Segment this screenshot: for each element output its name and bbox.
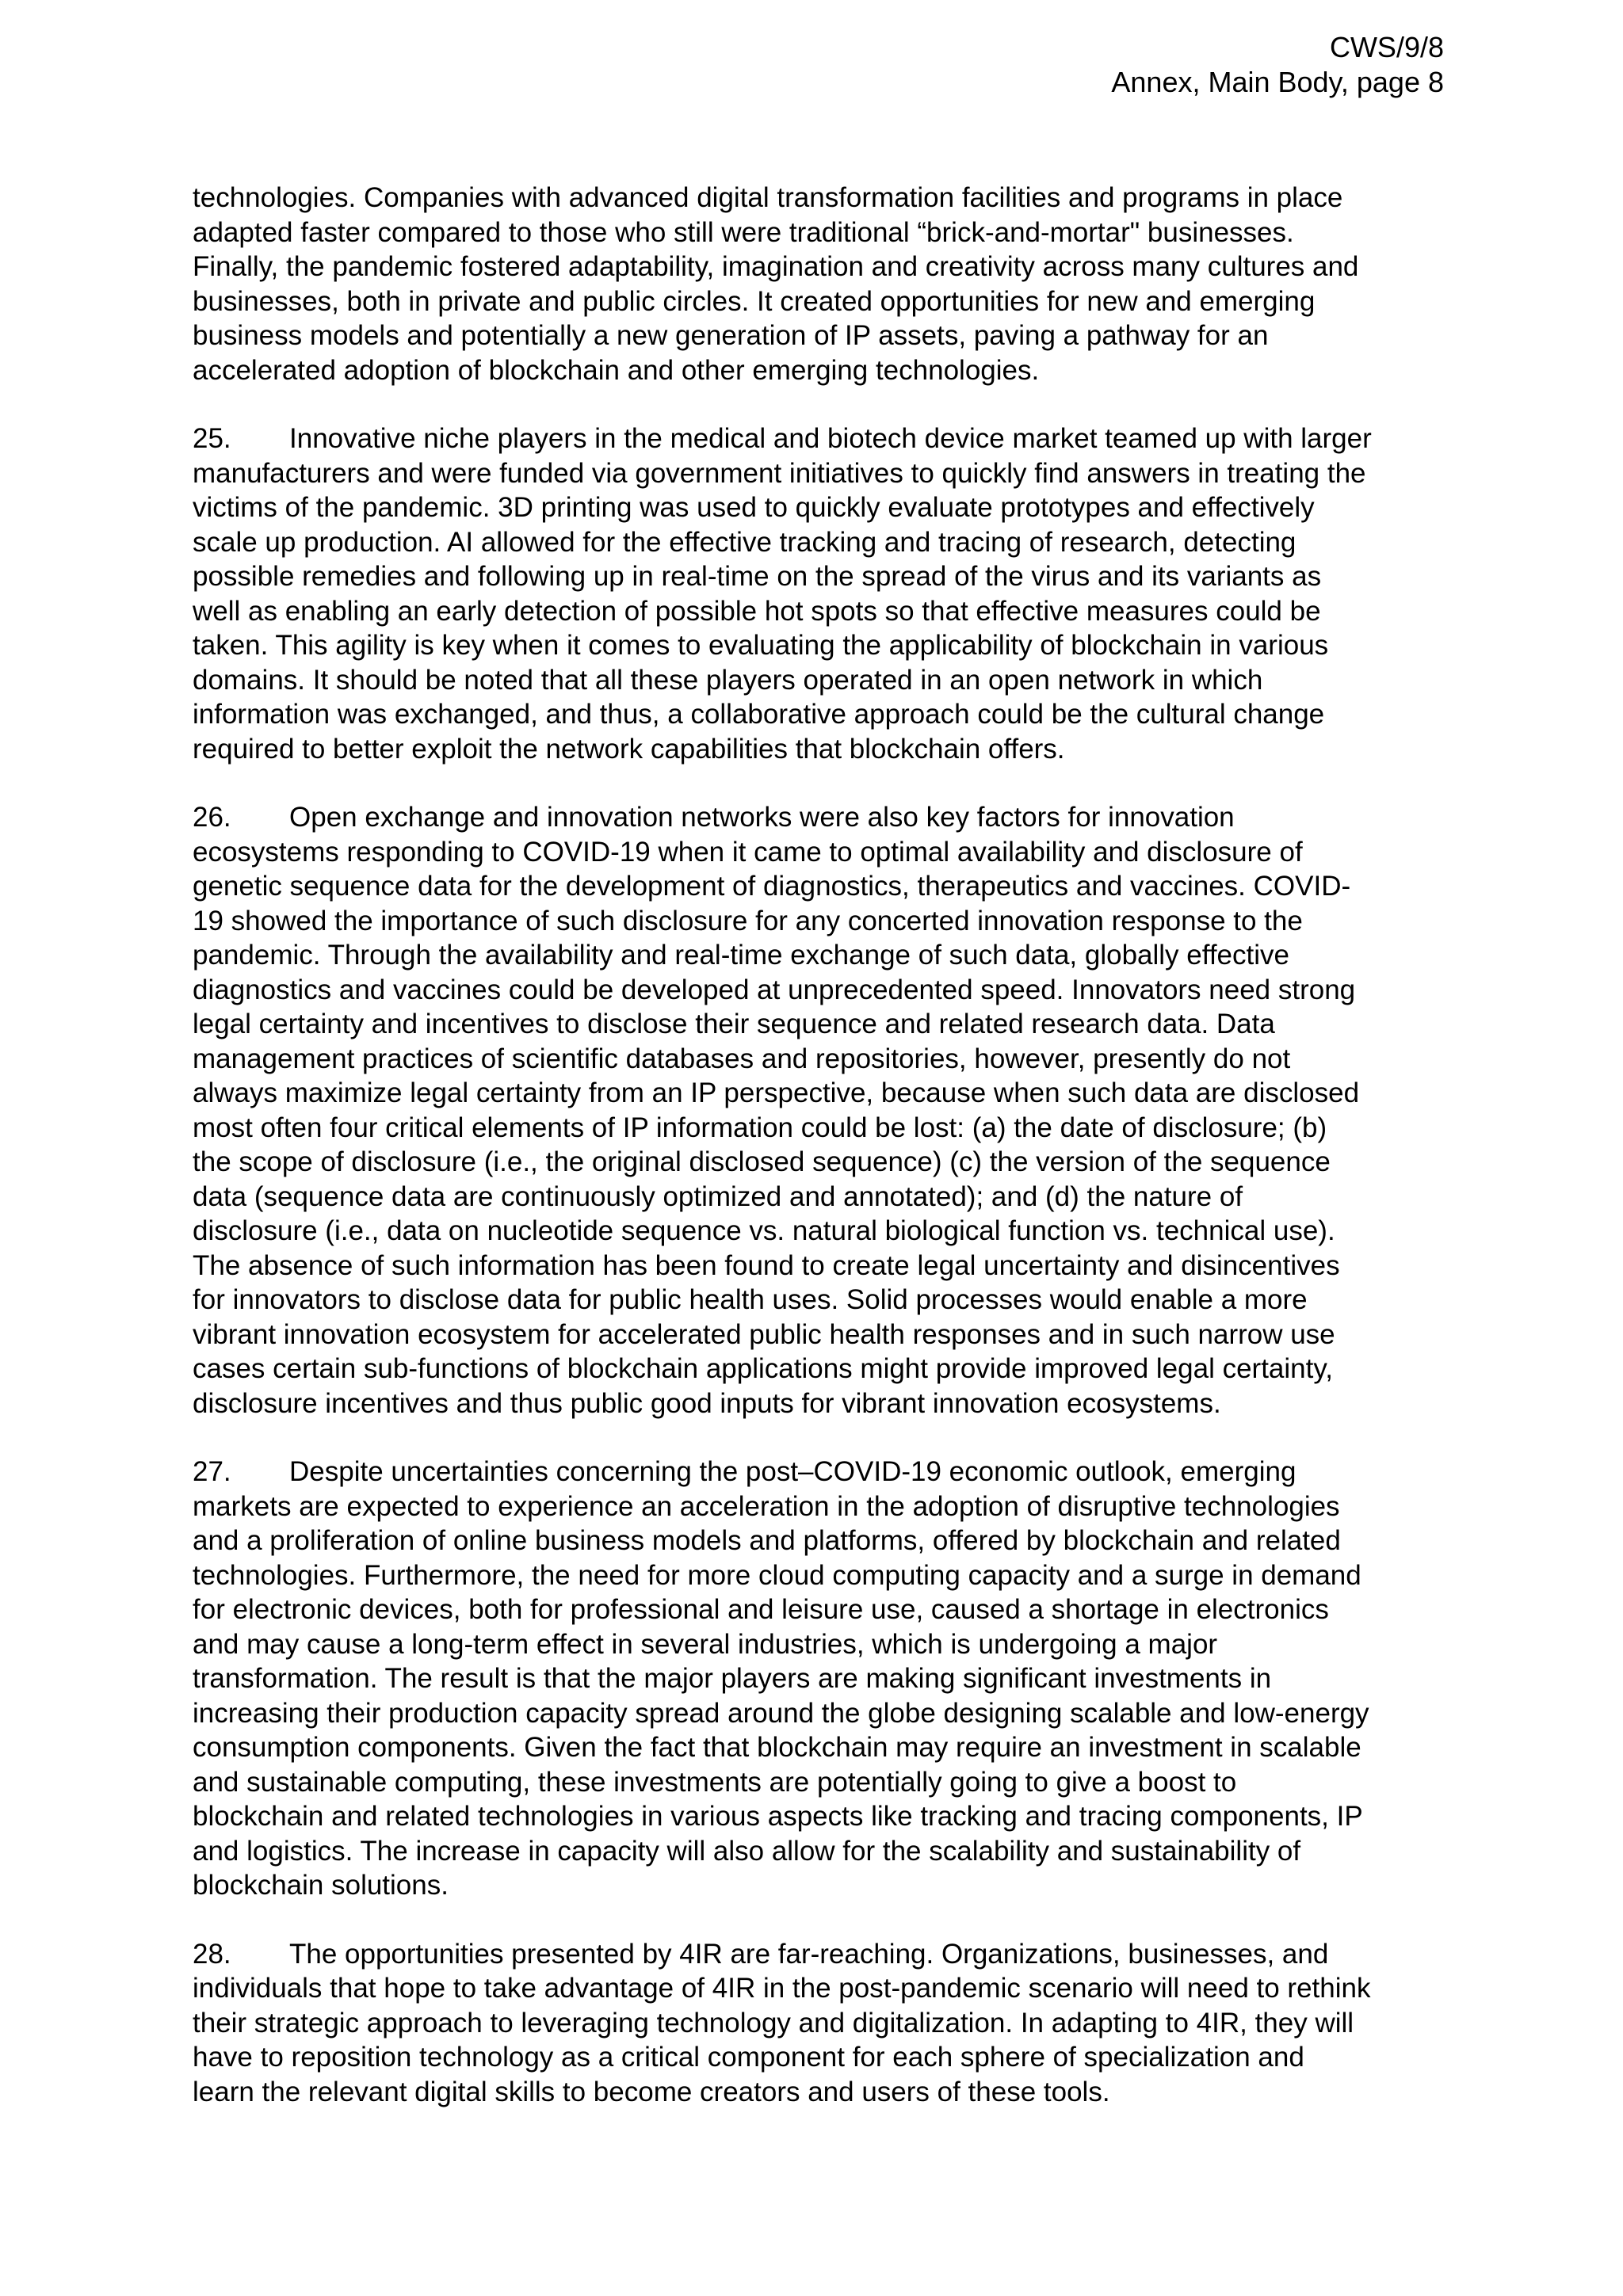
paragraph-number: 27. [193, 1456, 231, 1487]
paragraph-25 [193, 421, 1476, 766]
paragraph-text: Despite uncertainties concerning the post–COVID-19 economic outlook, emerging markets are expected to experience an acceleration in the adoption of disruptive technologies and a proliferation of online business models and platforms, offered by blockchain and related technologies. Furthermore, the need for more cloud computing capacity and a surge in demand for electronic devices, both for professional and leisure use, caused a shortage in electronics and may cause a long-term effect in several industries, which is undergoing a major transformation. The result is that the major players are making significant investments in increasing their production capacity spread around the globe designing scalable and low-energy consumption components. Given the fact that blockchain may require an investment in scalable and sustainable computing, these investments are potentially going to give a boost to blockchain and related technologies in various aspects like tracking and tracing components, IP and logistics. The increase in capacity will also allow for the scalability and sustainability of blockchain solutions. [193, 1456, 1369, 1901]
paragraph-text: The opportunities presented by 4IR are far-reaching. Organizations, businesses, and individuals that hope to take advantage of 4IR in the post-pandemic scenario will need to rethink their strategic approach to leveraging technology and digitalization. In adapting to 4IR, they will have to reposition technology as a critical component for each sphere of specialization and learn the relevant digital skills to become creators and users of these tools. [193, 1938, 1371, 2107]
paragraph-continuation [193, 181, 1476, 387]
paragraph-text: Open exchange and innovation networks were also key factors for innovation ecosystems responding to COVID-19 when it came to optimal availability and disclosure of genetic sequence data for the development of diagnostics, therapeutics and vaccines. COVID- 19 showed the importance of such disclosure for any concerted innovation response to the pandemic. Through the availability and real-time exchange of such data, globally effective diagnostics and vaccines could be developed at unprecedented speed. Innovators need strong legal certainty and incentives to disclose their sequence and related research data. Data management practices of scientific databases and repositories, however, presently do not always maximize legal certainty from an IP perspective, because when such data are disclosed most often four critical elements of IP information could be lost: (a) the date of disclosure; (b) the scope of disclosure (i.e., the original disclosed sequence) (c) the version of the sequence data (sequence data are continuously optimized and annotated); and (d) the nature of disclosure (i.e., data on nucleotide sequence vs. natural biological function vs. technical use). The absence of such information has been found to create legal uncertainty and disincentives for innovators to disclose data for public health uses. Solid processes would enable a more vibrant innovation ecosystem for accelerated public health responses and in such narrow use cases certain sub-functions of blockchain applications might provide improved legal certainty, disclosure incentives and thus public good inputs for vibrant innovation ecosystems. [193, 802, 1360, 1419]
paragraph-number: 26. [193, 802, 231, 833]
document-code: CWS/9/8 [1329, 31, 1444, 63]
paragraph-number: 28. [193, 1938, 231, 1970]
page-header [1111, 30, 1444, 100]
paragraph-text: Innovative niche players in the medical and biotech device market teamed up with larger manufacturers and were funded via government initiatives to quickly find answers in treating the victims of the pandemic. 3D printing was used to quickly evaluate prototypes and effectively scale up production. AI allowed for the effective tracking and tracing of research, detecting possible remedies and following up in real-time on the spread of the virus and its variants as well as enabling an early detection of possible hot spots so that effective measures could be taken. This agility is key when it comes to evaluating the applicability of blockchain in various domains. It should be noted that all these players operated in an open network in which information was exchanged, and thus, a collaborative approach could be the cultural change required to better exploit the network capabilities that blockchain offers. [193, 423, 1372, 765]
paragraph-text: technologies. Companies with advanced digital transformation facilities and programs in place adapted faster compared to those who still were traditional “brick-and-mortar" businesses. Finally, the pandemic fostered adaptability, imagination and creativity across many cultures and businesses, both in private and public circles. It created opportunities for new and emerging business models and potentially a new generation of IP assets, paving a pathway for an accelerated adoption of blockchain and other emerging technologies. [193, 182, 1359, 386]
paragraph-28 [193, 1937, 1476, 2110]
document-body [193, 181, 1476, 2143]
page-reference: Annex, Main Body, page 8 [1111, 66, 1444, 98]
paragraph-26 [193, 800, 1476, 1421]
paragraph-number: 25. [193, 423, 231, 454]
paragraph-27 [193, 1455, 1476, 1903]
